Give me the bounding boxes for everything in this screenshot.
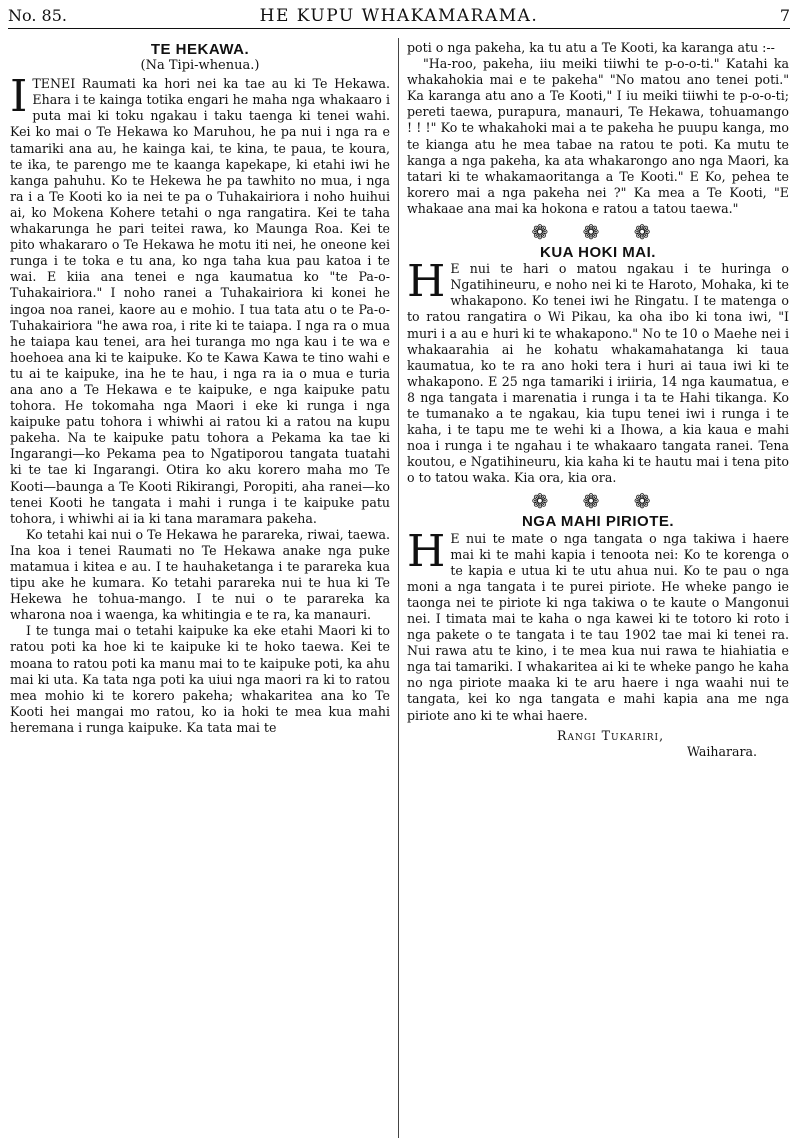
- ornament-divider: ❁ ❁ ❁: [531, 489, 665, 514]
- drop-cap: I: [10, 71, 28, 123]
- paragraph-text: TENEI Raumati ka hori nei ka tae au ki Te Hekawa. Ehara i te kainga totika engari he maha nga whakaaro i puta mai ki toku ngakau i taku taenga ki tenei wahi. Kei ko mai o Te Hekawa ko Maruhou, he pa nui i nga ra e tamariki ana au, he kainga kai, te kina, te paua, te koura, te ika, te parengo me te kaanga kapekape, ki etahi iwi he kanga pahuhu. Ko te Hekewa he pa tawhito no mua, i nga ra i a Te Kooti ko ia nei te pa o Tuhakairiora i noho huihui ai, ko Mokena Kohere tetahi o nga rangatira. Kei te taha whakarunga he pari teitei rawa, ko Maunga Roa. Kei te pito whakararo o Te Hekawa he motu iti nei, he oneone kei runga i te toka e tu ana, ko nga taha kua pau katoa i te wai. E kiia ana tenei e nga kaumatua ko "te Pa-o-Tuhakairiora." I noho ranei a Tuhakairiora ki konei he ingoa noa ranei, kaore au e mohio. I tua tata atu o te Pa-o-Tuhakairiora "he awa roa, i rite ki te taiapa. I nga ra o mua he taiapa kau tenei, ara hei turanga mo nga kau i te wa e hoehoea ana ki te kaipuke. Ko te Kawa Kawa te tino wahi e tu ai te kaipuke, ina he te hau, i nga ra ia o mua e turia ana ano a Te Hekawa e te kaipuke, e nga kaipuke patu tohora. He tokomaha nga Maori i eke ki runga i nga kaipuke patu tohora i whiwhi ai ratou ki a ratou na kupu pakeha. Na te kaipuke patu tohora a Pekama ka tae ki Ingarangi—ko Pekama pea to Ngatiporou tangata tuatahi ki te tae ki Ingarangi. Otira ko aku korero maha mo Te Kooti—baunga a Te Kooti Rikirangi, Poropiti, aha ranei—ko tenei Kooti he tangata i mahi i runga i te kaipuke patu tohora, i whiwhi ai ia ki tana maramara pakeha.: [10, 76, 390, 526]
- publication-title: HE KUPU WHAKAMARAMA.: [259, 6, 539, 26]
- article-title: TE HEKAWA.: [150, 41, 250, 58]
- article-paragraph: "Ha-roo, pakeha, iiu meiki tiiwhi te p-o-o-ti." Katahi ka whakahokia mai e te pakeha" "No matou ano tenei poti." Ka karanga atu ano a Te Kooti," I iu meiki tiiwhi te p-o-o-ti; pereti taewa, purapura, manauri, Te Hekawa, tohuamango ! ! !" Ko te whakahoki mai a te pakeha he puupu kanga, mo te kianga atu he mea tabae na ratou te poti. Ka mutu te kanga a nga pakeha, ka ata whakarongo ano nga Maori, ka tatari ki te whakamaoritanga a Te Kooti." E Ko, pehea te korero mai a nga pakeha nei ?" Ka mea a Te Kooti, "E whakaae ana mai ka hokona e ratou a tatou taewa.": [407, 56, 789, 216]
- article-paragraph: I te tunga mai o tetahi kaipuke ka eke etahi Maori ki to ratou poti ka hoe ki te kaipuke ki te hoko taewa. Kei te moana to ratou poti ka manu mai to te kaipuke poti, ka ahu mai ki uta. Ka tata nga poti ka uiui nga maori ra ki to ratou mea mohio ki te korero pakeha; whakaritea ana ko Te Kooti hei mangai mo ratou, ko ia hoki te mea kua mahi heremana i runga kaipuke. Ka tata mai te: [10, 623, 390, 735]
- right-column: [407, 40, 789, 760]
- page-header: [8, 6, 790, 29]
- article-byline: (Na Tipi-whenua.): [140, 58, 260, 74]
- left-column: [10, 40, 390, 736]
- article-paragraph: [10, 71, 390, 527]
- article-paragraph: poti o nga pakeha, ka tu atu a Te Kooti, ka karanga atu :--: [407, 40, 775, 55]
- article-title: NGA MAHI PIRIOTE.: [521, 513, 675, 531]
- article-title: KUA HOKI MAI.: [540, 244, 656, 262]
- page-number: 7: [779, 6, 790, 25]
- paragraph-text: E nui te hari o matou ngakau i te huringa o Ngatihineuru, e noho nei ki te Haroto, Mohaka, ki te whakapono. Ko tenei iwi he Ringatu. I te matenga o to ratou rangatira o Wi Pikau, ka oha ibo ki tona iwi, "I muri i a au e huri ki te whakapono." No te 10 o Maehe nei i whakaarahia ai he kohatu whakamahatanga ki taua kaumatua, ko te ra ano hoki tera i huri ai taua iwi ki te whakapono. E 25 nga tamariki i iriiria, 14 nga kaumatua, e 8 nga tangata i marenatia i runga i ta te Hahi tikanga. Ko te tumanako a te ngakau, kia tupu tenei iwi i runga i te kaha, i te tapu me te wehi ki a Ihowa, a kia kaua e mahi noa i runga i te ngahau i te whakaaro tangata ranei. Tena koutou, e Ngatihineuru, kia kaha ki te hautu mai i tena pito o to tatou waka. Kia ora, kia ora.: [407, 261, 789, 486]
- paragraph-text: E nui te mate o nga tangata o nga takiwa i haere mai ki te mahi kapia i tenoota nei: Ko te korenga o te kapia e utua ki te utu ahua nui. Ko te pau o nga moni a nga tangata i te purei piriote. He wheke pango ie taonga nei te piriote ki nga takiwa o te kaute o Mangonui nei. I timata mai te kaha o nga kawei ki te totoro ki roto i nga pakete o te tangata i te tau 1902 tae mai ki tenei ra. Nui rawa atu te kino, i te mea kua nui rawa te hiahiatia e nga tai tamariki. I whakaritea ai ki te wheke pango he kaha no nga piriote maaka ki te aru haere i nga waahi nui te tangata, kei ko nga tangata e mahi kapia ana me nga piriote ano ki te whai haere.: [407, 530, 789, 723]
- column-divider: [398, 38, 399, 1138]
- issue-number: No. 85.: [8, 6, 67, 25]
- ornament-divider: ❁ ❁ ❁: [531, 220, 665, 245]
- drop-cap: H: [407, 256, 446, 308]
- signature-place: Waiharara.: [687, 743, 758, 759]
- signature: [407, 728, 789, 760]
- signature-name: Rangi Tukariri,: [557, 727, 665, 743]
- drop-cap: H: [407, 525, 446, 577]
- article-paragraph: [407, 256, 789, 486]
- article-paragraph: [407, 525, 789, 724]
- article-paragraph: Ko tetahi kai nui o Te Hekawa he parareka, riwai, taewa. Ina koa i tenei Raumati no Te Hekawa anake nga puke matamua i kitea e au. I te hauhaketanga i te parareka kua tipu ake he kumara. Ko tetahi parareka nui te hua ki Te Hekewa he tohua-mango. I te nui o te parareka ka wharona noa i waenga, ka whitingia e te ra, ka manauri.: [10, 526, 390, 623]
